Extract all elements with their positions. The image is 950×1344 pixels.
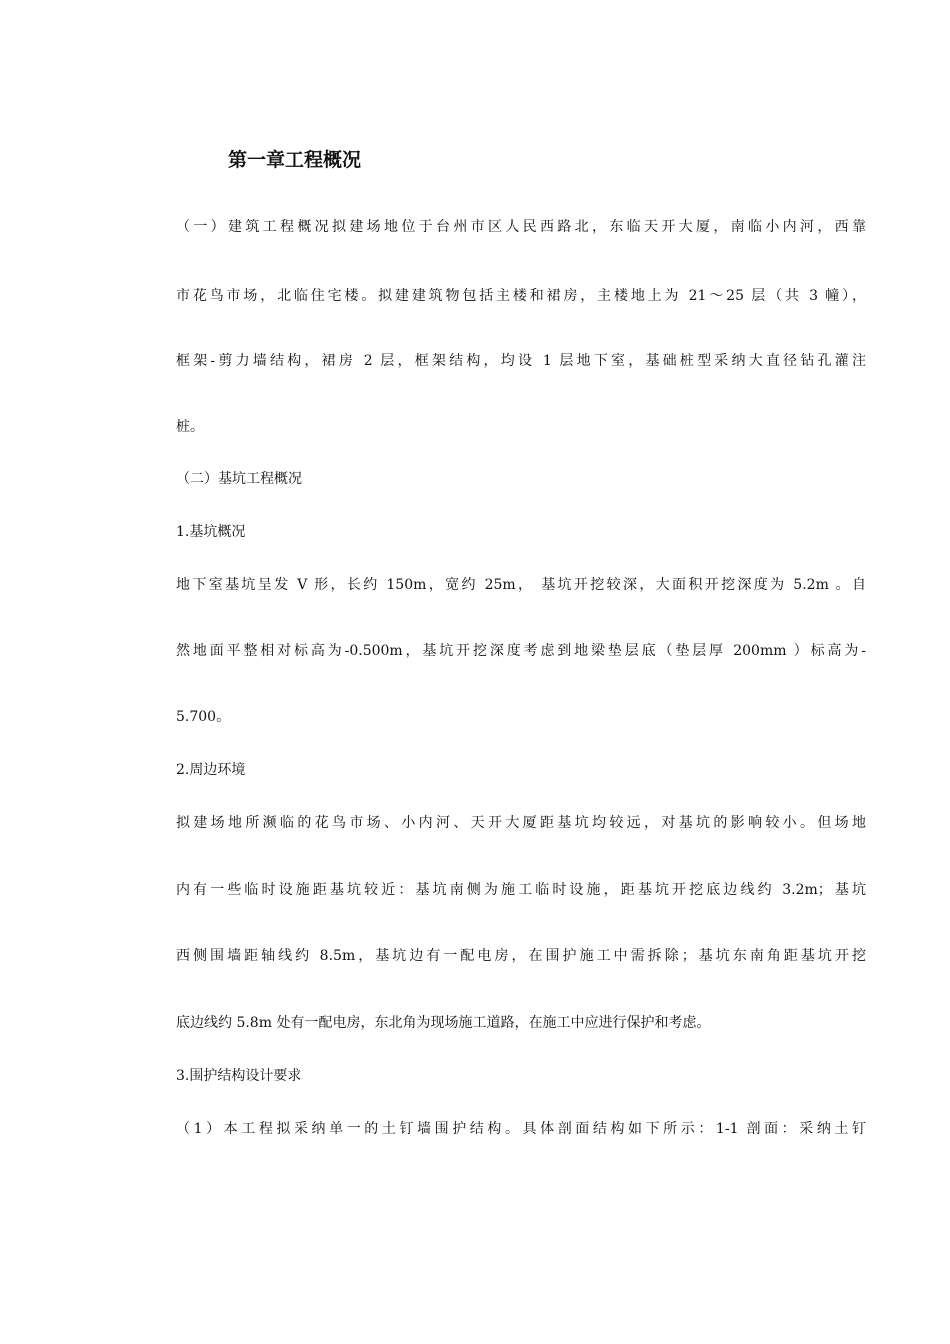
paragraph-line-4: 桩。 — [176, 419, 204, 435]
paragraph-line-2: 市花鸟市场，北临住宅楼。拟建建筑物包括主楼和裙房，主楼地上为 21～25 层（共 3 幢）， — [176, 288, 866, 304]
paragraph-line-12: （1）本工程拟采纳单一的土钉墙围护结构。具体剖面结构如下所示：1-1 剖面：采纳土钉 — [176, 1121, 866, 1137]
paragraph-line-8: 拟建场地所濒临的花鸟市场、小内河、天开大厦距基坑均较远，对基坑的影响较小。但场地 — [176, 815, 866, 831]
paragraph-line-10: 西侧围墙距轴线约 8.5m，基坑边有一配电房，在围护施工中需拆除；基坑东南角距基坑开挖 — [176, 948, 866, 964]
paragraph-line-7: 5.700。 — [176, 709, 231, 725]
paragraph-line-11: 底边线约 5.8m 处有一配电房，东北角为现场施工道路，在施工中应进行保护和考虑。 — [176, 1015, 711, 1031]
paragraph-line-3: 框架-剪力墙结构，裙房 2 层，框架结构，均设 1 层地下室，基础桩型采纳大直径钻孔灌注 — [176, 353, 866, 369]
paragraph-line-6: 然地面平整相对标高为-0.500m，基坑开挖深度考虑到地梁垫层底（垫层厚 200mm ）标高为- — [176, 643, 866, 659]
paragraph-line-5: 地下室基坑呈发 V 形，长约 150m，宽约 25m， 基坑开挖较深，大面积开挖深度为 5.2m 。自 — [176, 577, 866, 593]
subheading-surroundings: 2.周边环境 — [176, 762, 246, 778]
paragraph-line-9: 内有一些临时设施距基坑较近：基坑南侧为施工临时设施，距基坑开挖底边线约 3.2m；基坑 — [176, 882, 866, 898]
paragraph-line-1: （一）建筑工程概况拟建场地位于台州市区人民西路北，东临天开大厦，南临小内河，西靠 — [176, 219, 866, 235]
chapter-title: 第一章工程概况 — [228, 149, 362, 171]
subheading-retaining-design: 3.围护结构设计要求 — [176, 1068, 302, 1084]
section-heading-foundation-pit: （二）基坑工程概况 — [176, 471, 302, 487]
subheading-pit-overview: 1.基坑概况 — [176, 524, 246, 540]
